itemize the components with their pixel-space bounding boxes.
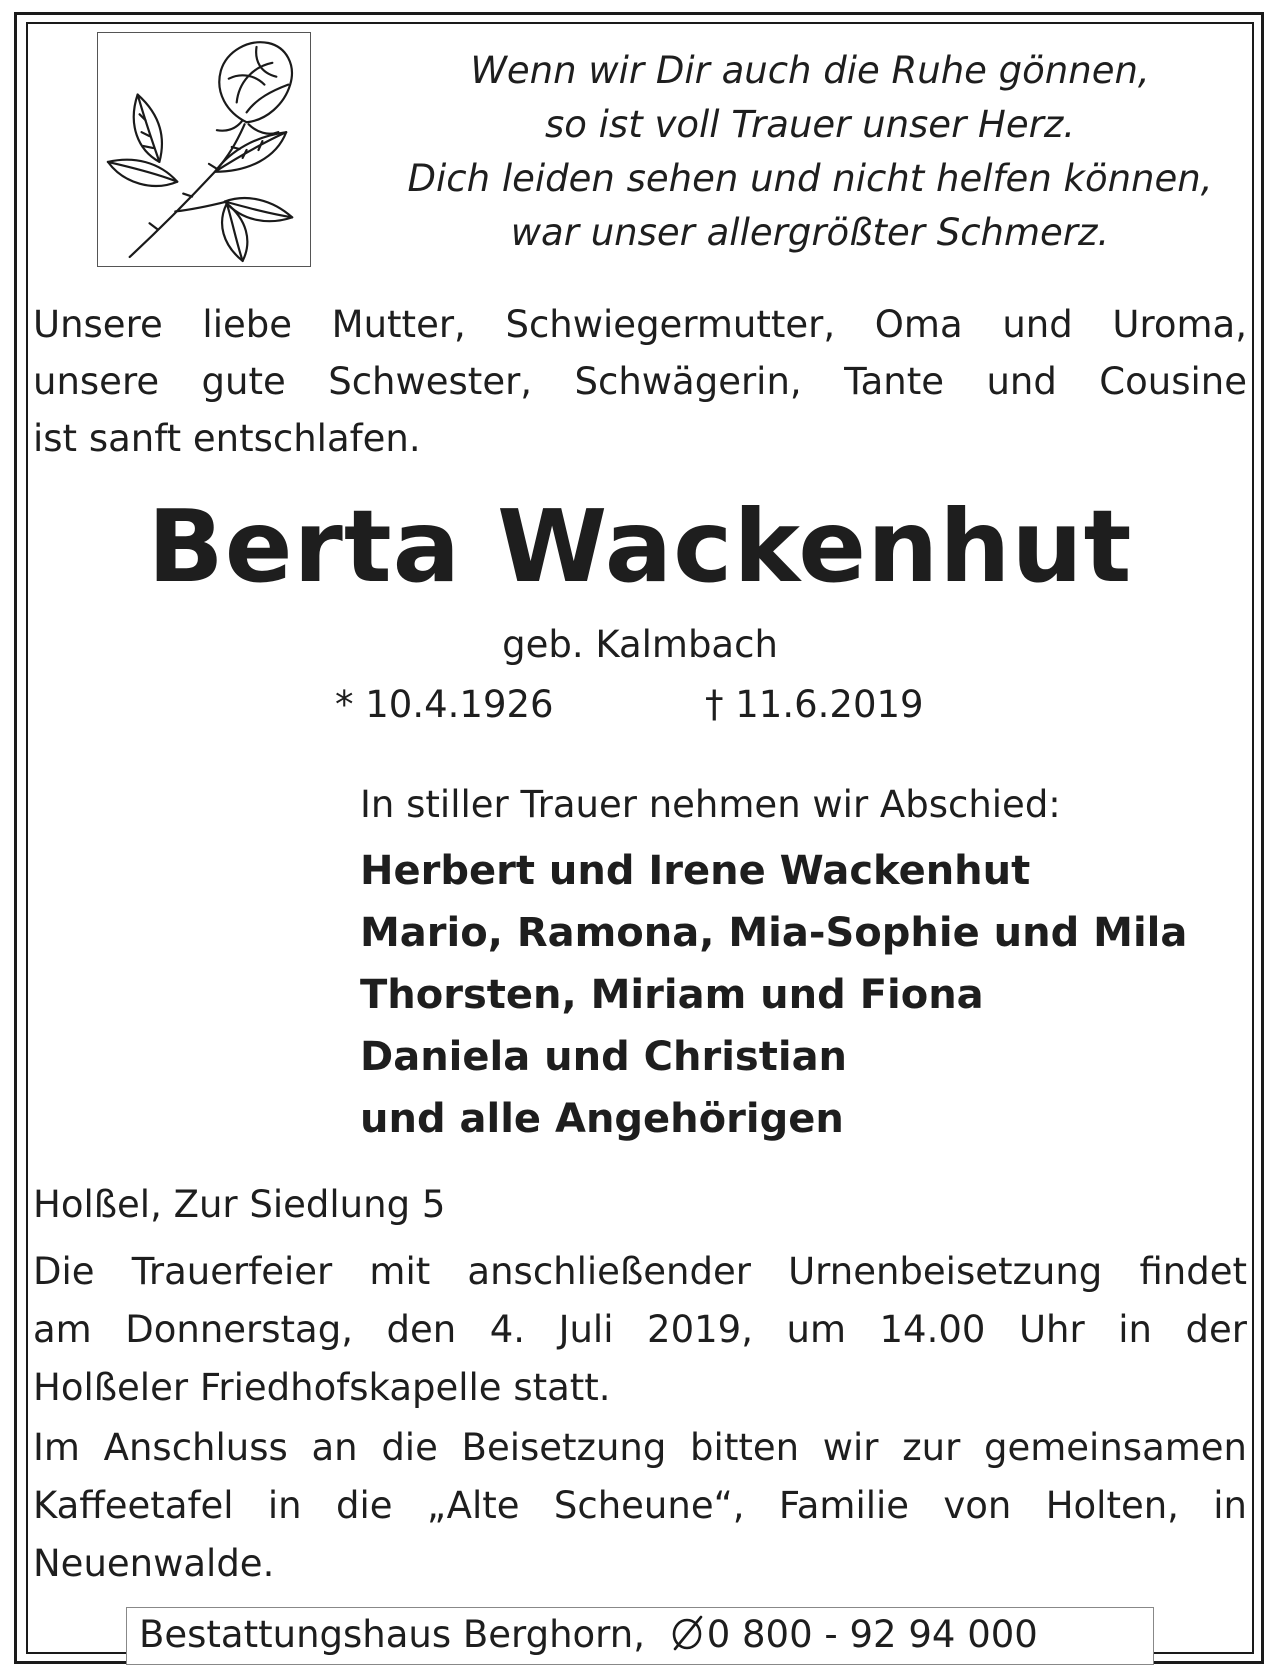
poem-line: war unser allergrößter Schmerz.	[510, 211, 1110, 254]
birth-date: * 10.4.1926	[335, 683, 554, 726]
memorial-poem	[360, 44, 1260, 260]
address: Holßel, Zur Siedlung 5	[33, 1183, 446, 1226]
mourner-entry: Thorsten, Miriam und Fiona	[360, 972, 984, 1018]
deceased-name: Berta Wackenhut	[147, 488, 1133, 605]
intro-text	[33, 296, 1247, 467]
reception-line: Kaffeetafel in die „Alte Scheune“, Familie von Holten, in	[33, 1484, 1247, 1527]
phone-icon	[667, 1611, 707, 1653]
mourner-entry: Herbert und Irene Wackenhut	[360, 848, 1031, 894]
reception-paragraph	[33, 1419, 1247, 1593]
intro-line: Unsere liebe Mutter, Schwiegermutter, Oma und Uroma,	[33, 303, 1247, 346]
phone-number: 0 800 - 92 94 000	[706, 1613, 1038, 1656]
life-dates	[335, 682, 924, 728]
undertaker-footer	[126, 1607, 1154, 1665]
mourners-list	[360, 840, 1187, 1150]
birth-name: geb. Kalmbach	[502, 623, 778, 666]
service-line: Die Trauerfeier mit anschließender Urnenbeisetzung findet	[33, 1250, 1247, 1293]
service-paragraph	[33, 1243, 1247, 1417]
death-date: † 11.6.2019	[705, 683, 924, 726]
intro-line: ist sanft entschlafen.	[33, 417, 421, 460]
poem-line: so ist voll Trauer unser Herz.	[544, 103, 1076, 146]
service-line: am Donnerstag, den 4. Juli 2019, um 14.00 Uhr in der	[33, 1308, 1247, 1351]
mourner-entry: und alle Angehörigen	[360, 1096, 844, 1142]
reception-line: Im Anschluss an die Beisetzung bitten wir zur gemeinsamen	[33, 1426, 1247, 1469]
intro-line: unsere gute Schwester, Schwägerin, Tante und Cousine	[33, 360, 1247, 403]
mourners-heading: In stiller Trauer nehmen wir Abschied:	[360, 783, 1061, 826]
mourner-entry: Daniela und Christian	[360, 1034, 848, 1080]
rose-illustration	[97, 32, 311, 267]
service-line: Holßeler Friedhofskapelle statt.	[33, 1366, 611, 1409]
undertaker-name: Bestattungshaus Berghorn,	[139, 1613, 645, 1656]
reception-line: Neuenwalde.	[33, 1542, 275, 1585]
poem-line: Dich leiden sehen und nicht helfen können,	[407, 157, 1213, 200]
mourner-entry: Mario, Ramona, Mia-Sophie und Mila	[360, 910, 1188, 956]
poem-line: Wenn wir Dir auch die Ruhe gönnen,	[470, 49, 1150, 92]
